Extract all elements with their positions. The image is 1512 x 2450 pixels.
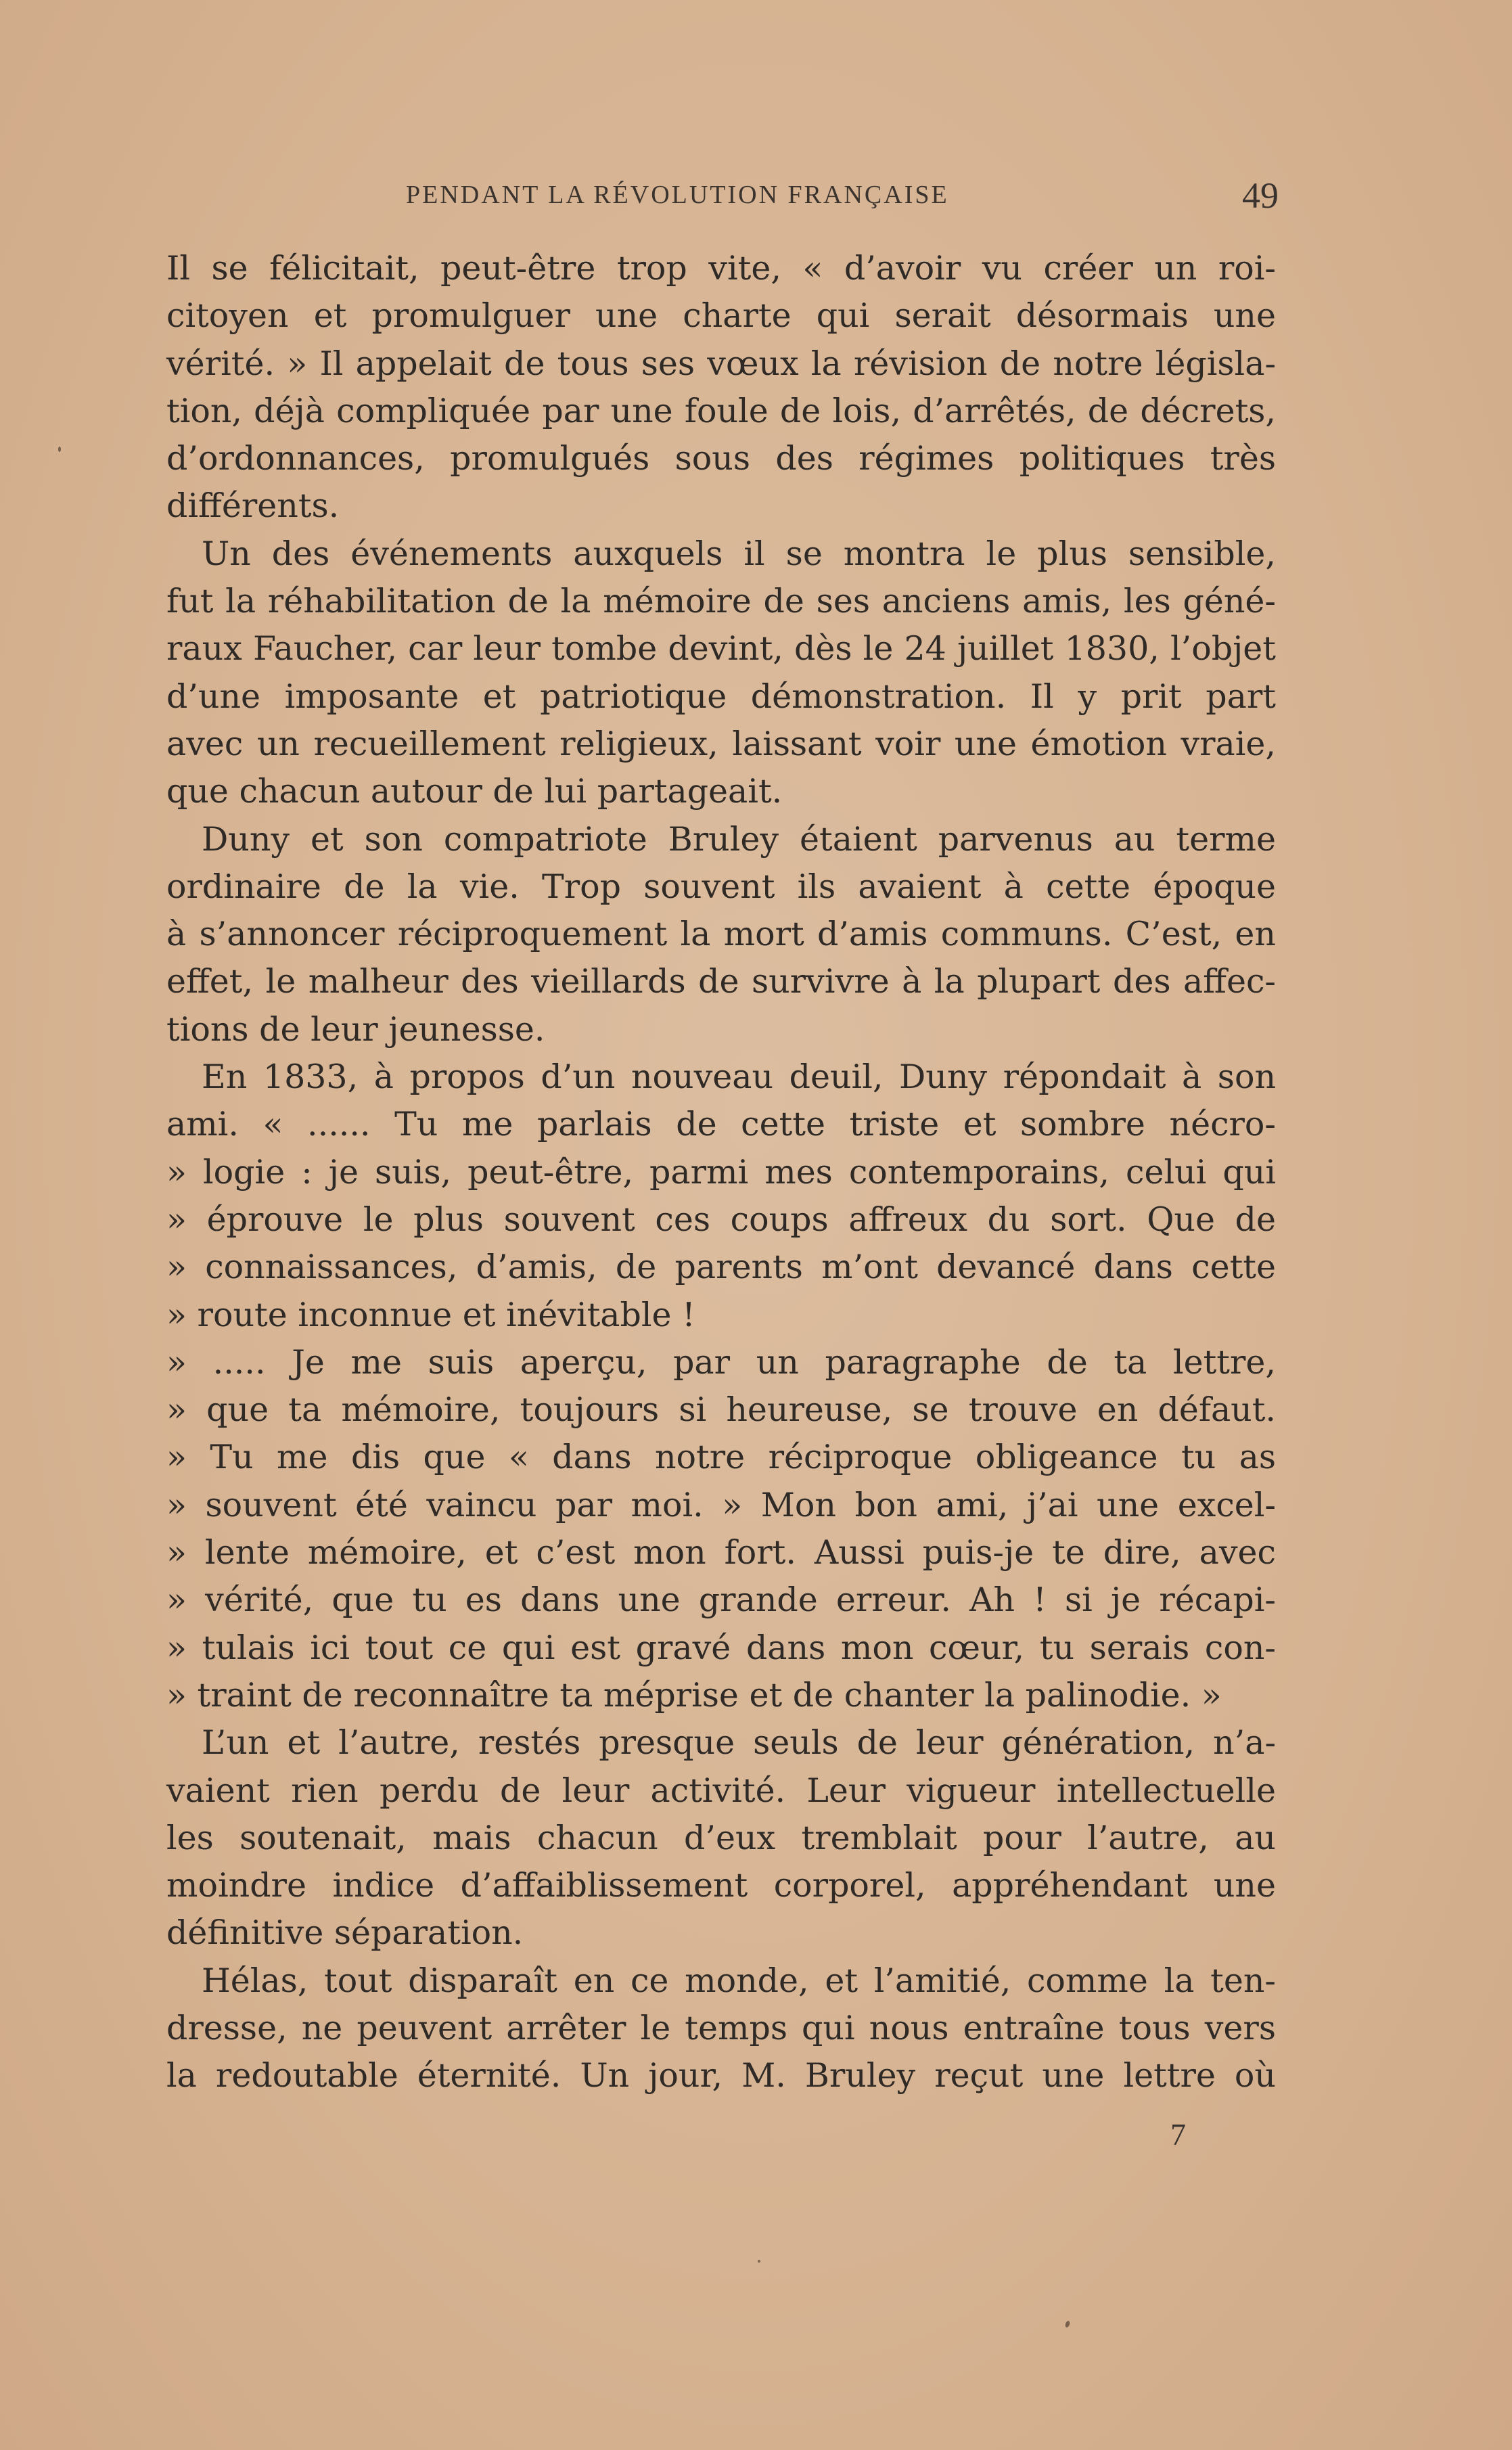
quote-line: » que ta mémoire, toujours si heureuse, se trouve en défaut. (166, 1390, 1276, 1430)
quote-line: » Tu me dis que « dans notre réciproque obligeance tu as (166, 1438, 1276, 1477)
page-number: 49 (1242, 175, 1279, 216)
text-line: En 1833, à propos d’un nouveau deuil, Duny répondait à son (202, 1058, 1276, 1097)
signature-mark: 7 (1170, 2117, 1186, 2152)
text-line: Duny et son compatriote Bruley étaient parvenus au terme (202, 819, 1276, 859)
text-line: les soutenait, mais chacun d’eux tremblait pour l’autre, au (166, 1818, 1276, 1857)
text-line: ami. « ...... Tu me parlais de cette triste et sombre nécro- (166, 1105, 1276, 1144)
quote-line: » traint de reconnaître ta méprise et de chanter la palinodie. » (166, 1675, 1222, 1715)
text-line: tions de leur jeunesse. (166, 1010, 545, 1049)
text-line: Hélas, tout disparaît en ce monde, et l’amitié, comme la ten- (202, 1961, 1276, 2000)
text-line: citoyen et promulguer une charte qui serait désormais une (166, 296, 1276, 336)
text-line: ordinaire de la vie. Trop souvent ils avaient à cette époque (166, 867, 1276, 906)
quote-line: » éprouve le plus souvent ces coups affreux du sort. Que de (166, 1200, 1276, 1239)
text-line: vaient rien perdu de leur activité. Leur vigueur intellectuelle (166, 1771, 1276, 1810)
quote-line: » vérité, que tu es dans une grande erreur. Ah ! si je récapi- (166, 1581, 1276, 1620)
text-line: que chacun autour de lui partageait. (166, 772, 783, 811)
text-line: tion, déjà compliquée par une foule de lois, d’arrêtés, de décrets, (166, 391, 1276, 430)
text-line: différents. (166, 486, 340, 526)
running-head (169, 175, 1279, 215)
quote-line: » logie : je suis, peut-être, parmi mes contemporains, celui qui (166, 1152, 1276, 1192)
text-line: à s’annoncer réciproquement la mort d’amis communs. C’est, en (166, 915, 1276, 954)
running-title: PENDANT LA RÉVOLUTION FRANÇAISE (406, 181, 949, 209)
body-text (166, 245, 1276, 2100)
text-line: Il se félicitait, peut-être trop vite, « d’avoir vu créer un roi- (166, 249, 1276, 288)
paper-speck (1064, 2320, 1070, 2328)
text-line: définitive séparation. (166, 1913, 524, 1953)
text-line: d’une imposante et patriotique démonstration. Il y prit part (166, 677, 1276, 716)
text-line: L’un et l’autre, restés presque seuls de leur génération, n’a- (202, 1723, 1276, 1763)
text-line: raux Faucher, car leur tombe devint, dès le 24 juillet 1830, l’objet (166, 629, 1276, 668)
text-line: dresse, ne peuvent arrêter le temps qui nous entraîne tous vers (166, 2008, 1276, 2047)
text-line: moindre indice d’affaiblissement corporel, appréhendant une (166, 1866, 1276, 1905)
text-line: fut la réhabilitation de la mémoire de ses anciens amis, les géné- (166, 582, 1276, 621)
quote-line: » tulais ici tout ce qui est gravé dans mon cœur, tu serais con- (166, 1628, 1276, 1667)
quote-line: » connaissances, d’amis, de parents m’ont devancé dans cette (166, 1248, 1276, 1287)
text-line: d’ordonnances, promulgués sous des régimes politiques très (166, 439, 1276, 478)
text-line: Un des événements auxquels il se montra le plus sensible, (202, 534, 1276, 573)
text-line: vérité. » Il appelait de tous ses vœux la révision de notre législa- (166, 344, 1276, 383)
quote-line: » ..... Je me suis aperçu, par un paragraphe de ta lettre, (166, 1342, 1276, 1382)
text-line: avec un recueillement religieux, laissant voir une émotion vraie, (166, 724, 1276, 763)
text-line: effet, le malheur des vieillards de survivre à la plupart des affec- (166, 962, 1276, 1001)
text-line: la redoutable éternité. Un jour, M. Bruley reçut une lettre où (166, 2056, 1276, 2095)
quote-line: » lente mémoire, et c’est mon fort. Aussi puis-je te dire, avec (166, 1533, 1276, 1572)
paper-speck (758, 2260, 760, 2263)
quote-line: » route inconnue et inévitable ! (166, 1295, 695, 1334)
quote-line: » souvent été vaincu par moi. » Mon bon ami, j’ai une excel- (166, 1485, 1276, 1524)
paper-speck (58, 447, 61, 452)
